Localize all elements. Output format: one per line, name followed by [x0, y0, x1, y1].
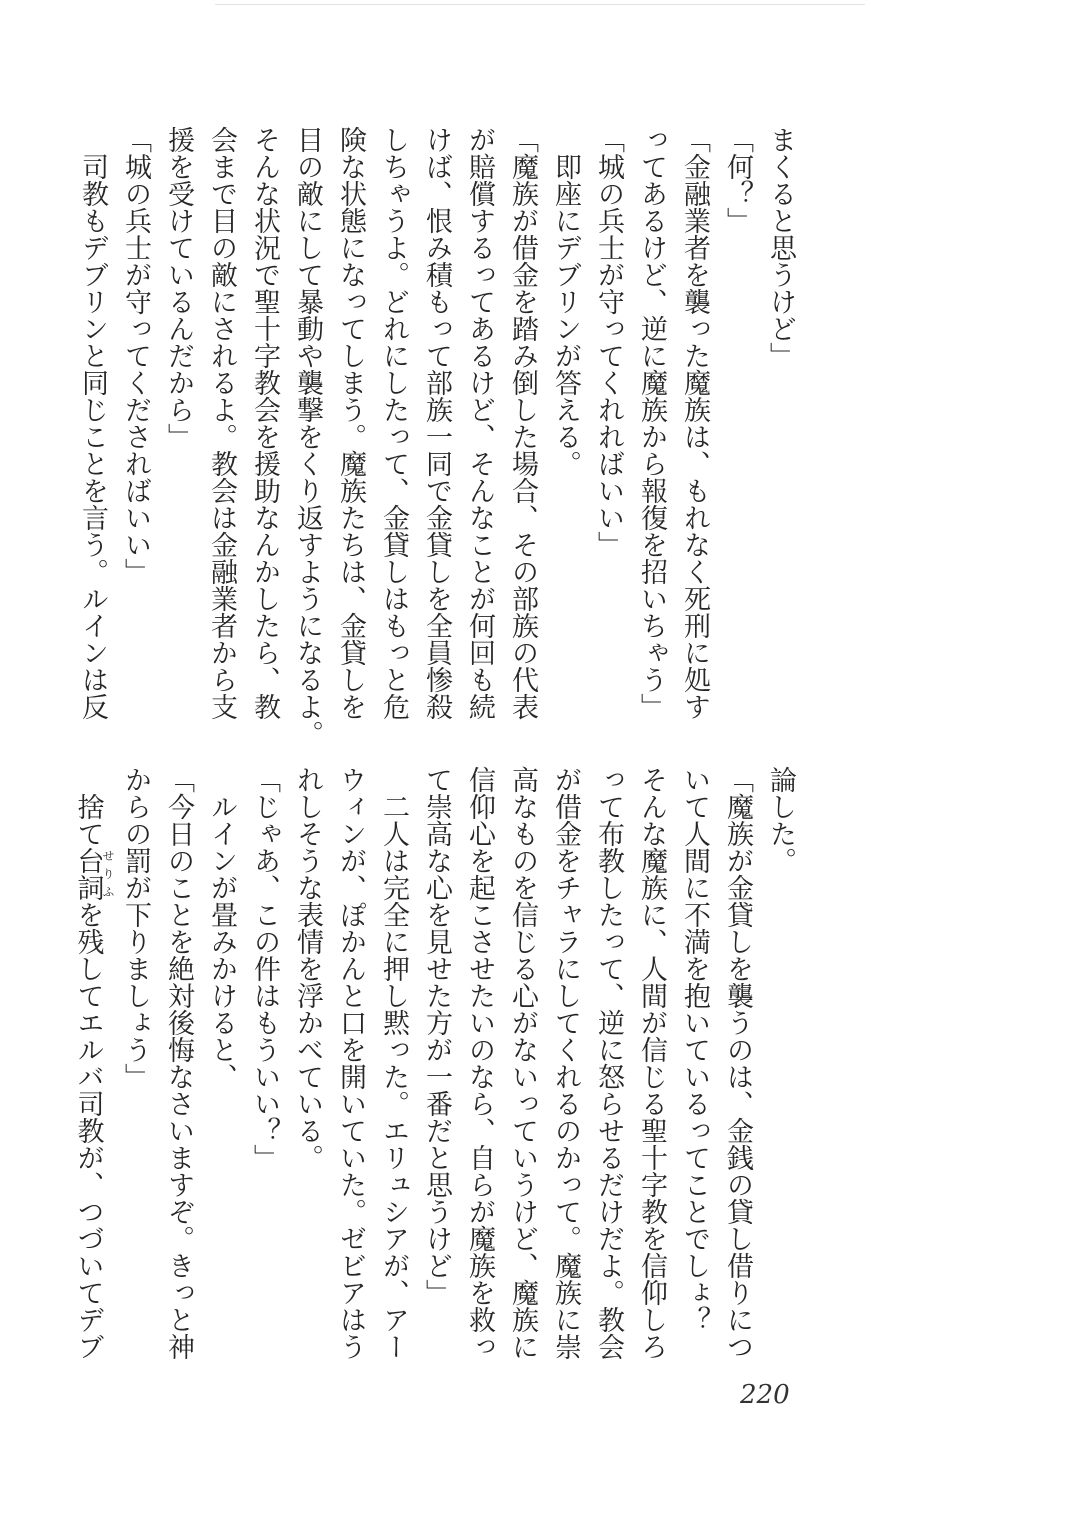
text-line: 「何？」 — [722, 126, 753, 234]
text-line: 「今日のことを絶対後悔なさいますぞ。きっと神 — [163, 766, 194, 1360]
text-line: 「城の兵士が守ってくださればいい」 — [120, 126, 151, 585]
text-line: 援を受けているんだから」 — [163, 126, 194, 450]
text-segment: を残してエルバ司教が、つづいてデブ — [72, 901, 104, 1360]
ruby-reading: せりふ — [101, 847, 115, 901]
text-line: けば、恨み積もって部族一同で金貸しを全員惨殺 — [421, 126, 452, 720]
text-line: しちゃうよ。どれにしたって、金貸しはもっと危 — [378, 126, 409, 720]
text-line: 「金融業者を襲った魔族は、もれなく死刑に処す — [679, 126, 710, 720]
text-line: ルインが畳みかけると、 — [206, 766, 237, 1090]
text-line: そんな状況で聖十字教会を援助なんかしたら、教 — [249, 126, 280, 720]
text-line: 司教もデブリンと同じことを言う。ルインは反 — [77, 126, 108, 720]
text-line: が賠償するってあるけど、そんなことが何回も続 — [464, 126, 495, 720]
text-block-top — [71, 126, 802, 747]
text-line: 「魔族が借金を踏み倒した場合、その部族の代表 — [507, 126, 538, 720]
text-line: いて人間に不満を抱いているってことでしょ？ — [679, 766, 710, 1333]
text-line: 「じゃあ、この件はもういい？」 — [249, 766, 280, 1171]
text-line: ってあるけど、逆に魔族から報復を招いちゃう」 — [636, 126, 667, 720]
text-line: て崇高な心を見せた方が一番だと思うけど」 — [421, 766, 452, 1306]
furigana-word — [72, 847, 115, 901]
text-segment: 捨て — [72, 766, 104, 847]
text-line: が借金をチャラにしてくれるのかって。魔族に崇 — [550, 766, 581, 1360]
text-line: 「城の兵士が守ってくれればいい」 — [593, 126, 624, 558]
text-line: れしそうな表情を浮かべている。 — [292, 766, 323, 1171]
page-number: 220 — [740, 1380, 790, 1410]
ruby-base: 台詞 — [72, 847, 104, 901]
scan-edge-line — [215, 4, 865, 5]
text-line: って布教したって、逆に怒らせるだけだよ。教会 — [593, 766, 624, 1360]
text-line: 「魔族が金貸しを襲うのは、金銭の貸し借りにつ — [722, 766, 753, 1360]
text-line-with-furigana — [67, 766, 115, 1360]
text-line: 即座にデブリンが答える。 — [550, 126, 581, 477]
text-line: 目の敵にして暴動や襲撃をくり返すようになるよ。 — [292, 126, 323, 747]
text-line: 会まで目の敵にされるよ。教会は金融業者から支 — [206, 126, 237, 720]
text-line: まくると思うけど」 — [765, 126, 796, 369]
text-line: そんな魔族に、人間が信じる聖十字教を信仰しろ — [636, 766, 667, 1360]
text-line: 信仰心を起こさせたいのなら、自らが魔族を救っ — [464, 766, 495, 1360]
text-line: 高なものを信じる心がないっていうけど、魔族に — [507, 766, 538, 1360]
text-block-bottom — [67, 766, 803, 1360]
text-line: からの罰が下りましょう」 — [120, 766, 151, 1090]
text-line: 二人は完全に押し黙った。エリュシアが、アー — [378, 766, 409, 1360]
text-line: 論した。 — [765, 766, 796, 874]
text-line: 険な状態になってしまう。魔族たちは、金貸しを — [335, 126, 366, 720]
text-line: ウィンが、ぽかんと口を開いていた。ゼビアはう — [335, 766, 366, 1360]
